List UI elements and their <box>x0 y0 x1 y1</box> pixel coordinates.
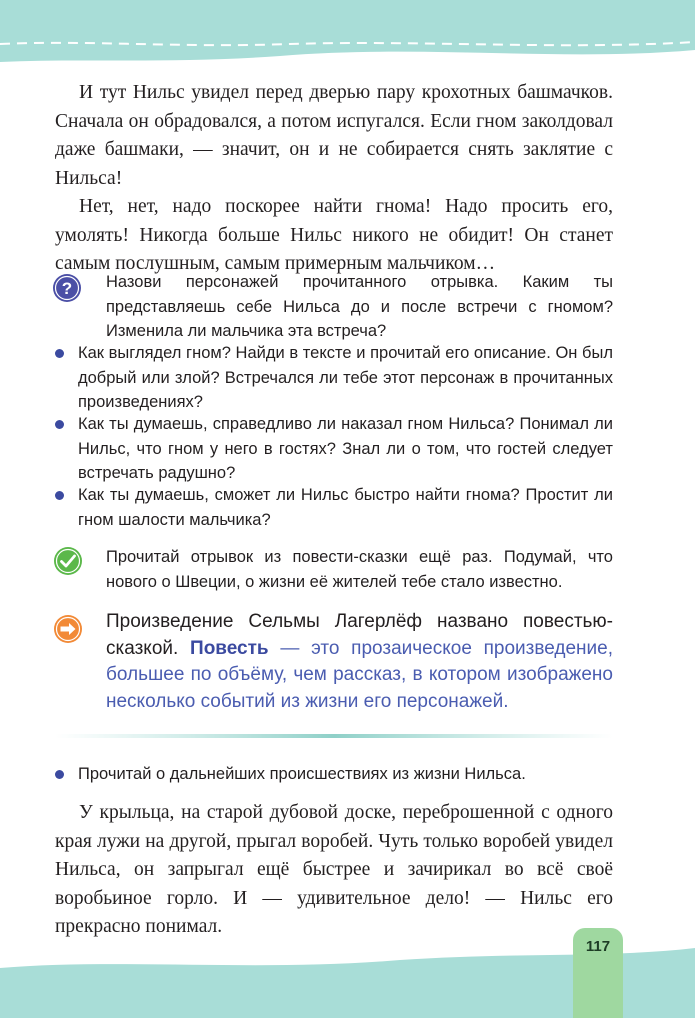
section-divider <box>55 733 613 739</box>
question-bullet: Как ты думаешь, справедливо ли наказал гном Нильса? Понимал ли Нильс, что гном у него в гостях? Знал ли о том, что гостей следует встречать радушно? <box>78 415 613 482</box>
reread-task: Прочитай отрывок из повести-сказки ещё раз. Подумай, что нового о Швеции, о жизни её жителей тебе стало известно. <box>106 548 613 591</box>
term-definition: — это прозаическое произведение, большее по объёму, чем рассказ, в котором изображено несколько событий из жизни его персонажей. <box>106 637 614 712</box>
note-lead: Произведение Сельмы Лагерлёф названо повестью-сказкой. <box>106 611 613 659</box>
bullet-dot <box>55 420 64 429</box>
checkmark-icon <box>53 546 83 576</box>
bullet-dot <box>55 349 64 358</box>
question-bullet: Как выглядел гном? Найди в тексте и прочитай его описание. Он был добрый или злой? Встречался ли тебе этот персонаж в прочитанных произведениях? <box>78 344 613 411</box>
bullet-dot <box>55 770 64 779</box>
page-number-tab <box>573 928 623 1018</box>
question-intro: Назови персонажей прочитанного отрывка. Каким ты представляешь себе Нильса до и после встречи с гномом? Изменила ли мальчика эта встреча? <box>106 273 613 340</box>
definition-note <box>106 609 613 715</box>
svg-text:?: ? <box>61 279 73 298</box>
story-paragraph: Нет, нет, надо поскорее найти гнома! Надо просить его, умолять! Никогда больше Нильс никого не обидит! Он станет самым послушным, самым примерным мальчиком… <box>55 196 613 274</box>
story-paragraph: У крыльца, на старой дубовой доске, переброшенной с одного края лужи на другой, прыгал воробей. Чуть только воробей увидел Нильса, он запрыгал ещё быстрее и зачирикал во всё своё воробьиное горло. И — удивительное дело! — Нильс его прекрасно понимал. <box>55 802 613 937</box>
arrow-right-icon <box>53 614 83 644</box>
term-povest: Повесть <box>190 637 269 659</box>
question-mark-icon <box>52 273 82 303</box>
read-more-task: Прочитай о дальнейших происшествиях из жизни Нильса. <box>78 765 526 783</box>
story-paragraph: И тут Нильс увидел перед дверью пару крохотных башмачков. Сначала он обрадовался, а потом испугался. Если гном заколдовал даже башмаки, — значит, он и не собирается снять заклятие с Нильса! <box>55 82 613 189</box>
header-band <box>0 0 695 70</box>
bullet-dot <box>55 491 64 500</box>
question-bullet: Как ты думаешь, сможет ли Нильс быстро найти гнома? Простит ли гном шалости мальчика? <box>78 486 613 529</box>
story-excerpt-top <box>55 79 613 279</box>
page-number: 117 <box>585 938 611 955</box>
